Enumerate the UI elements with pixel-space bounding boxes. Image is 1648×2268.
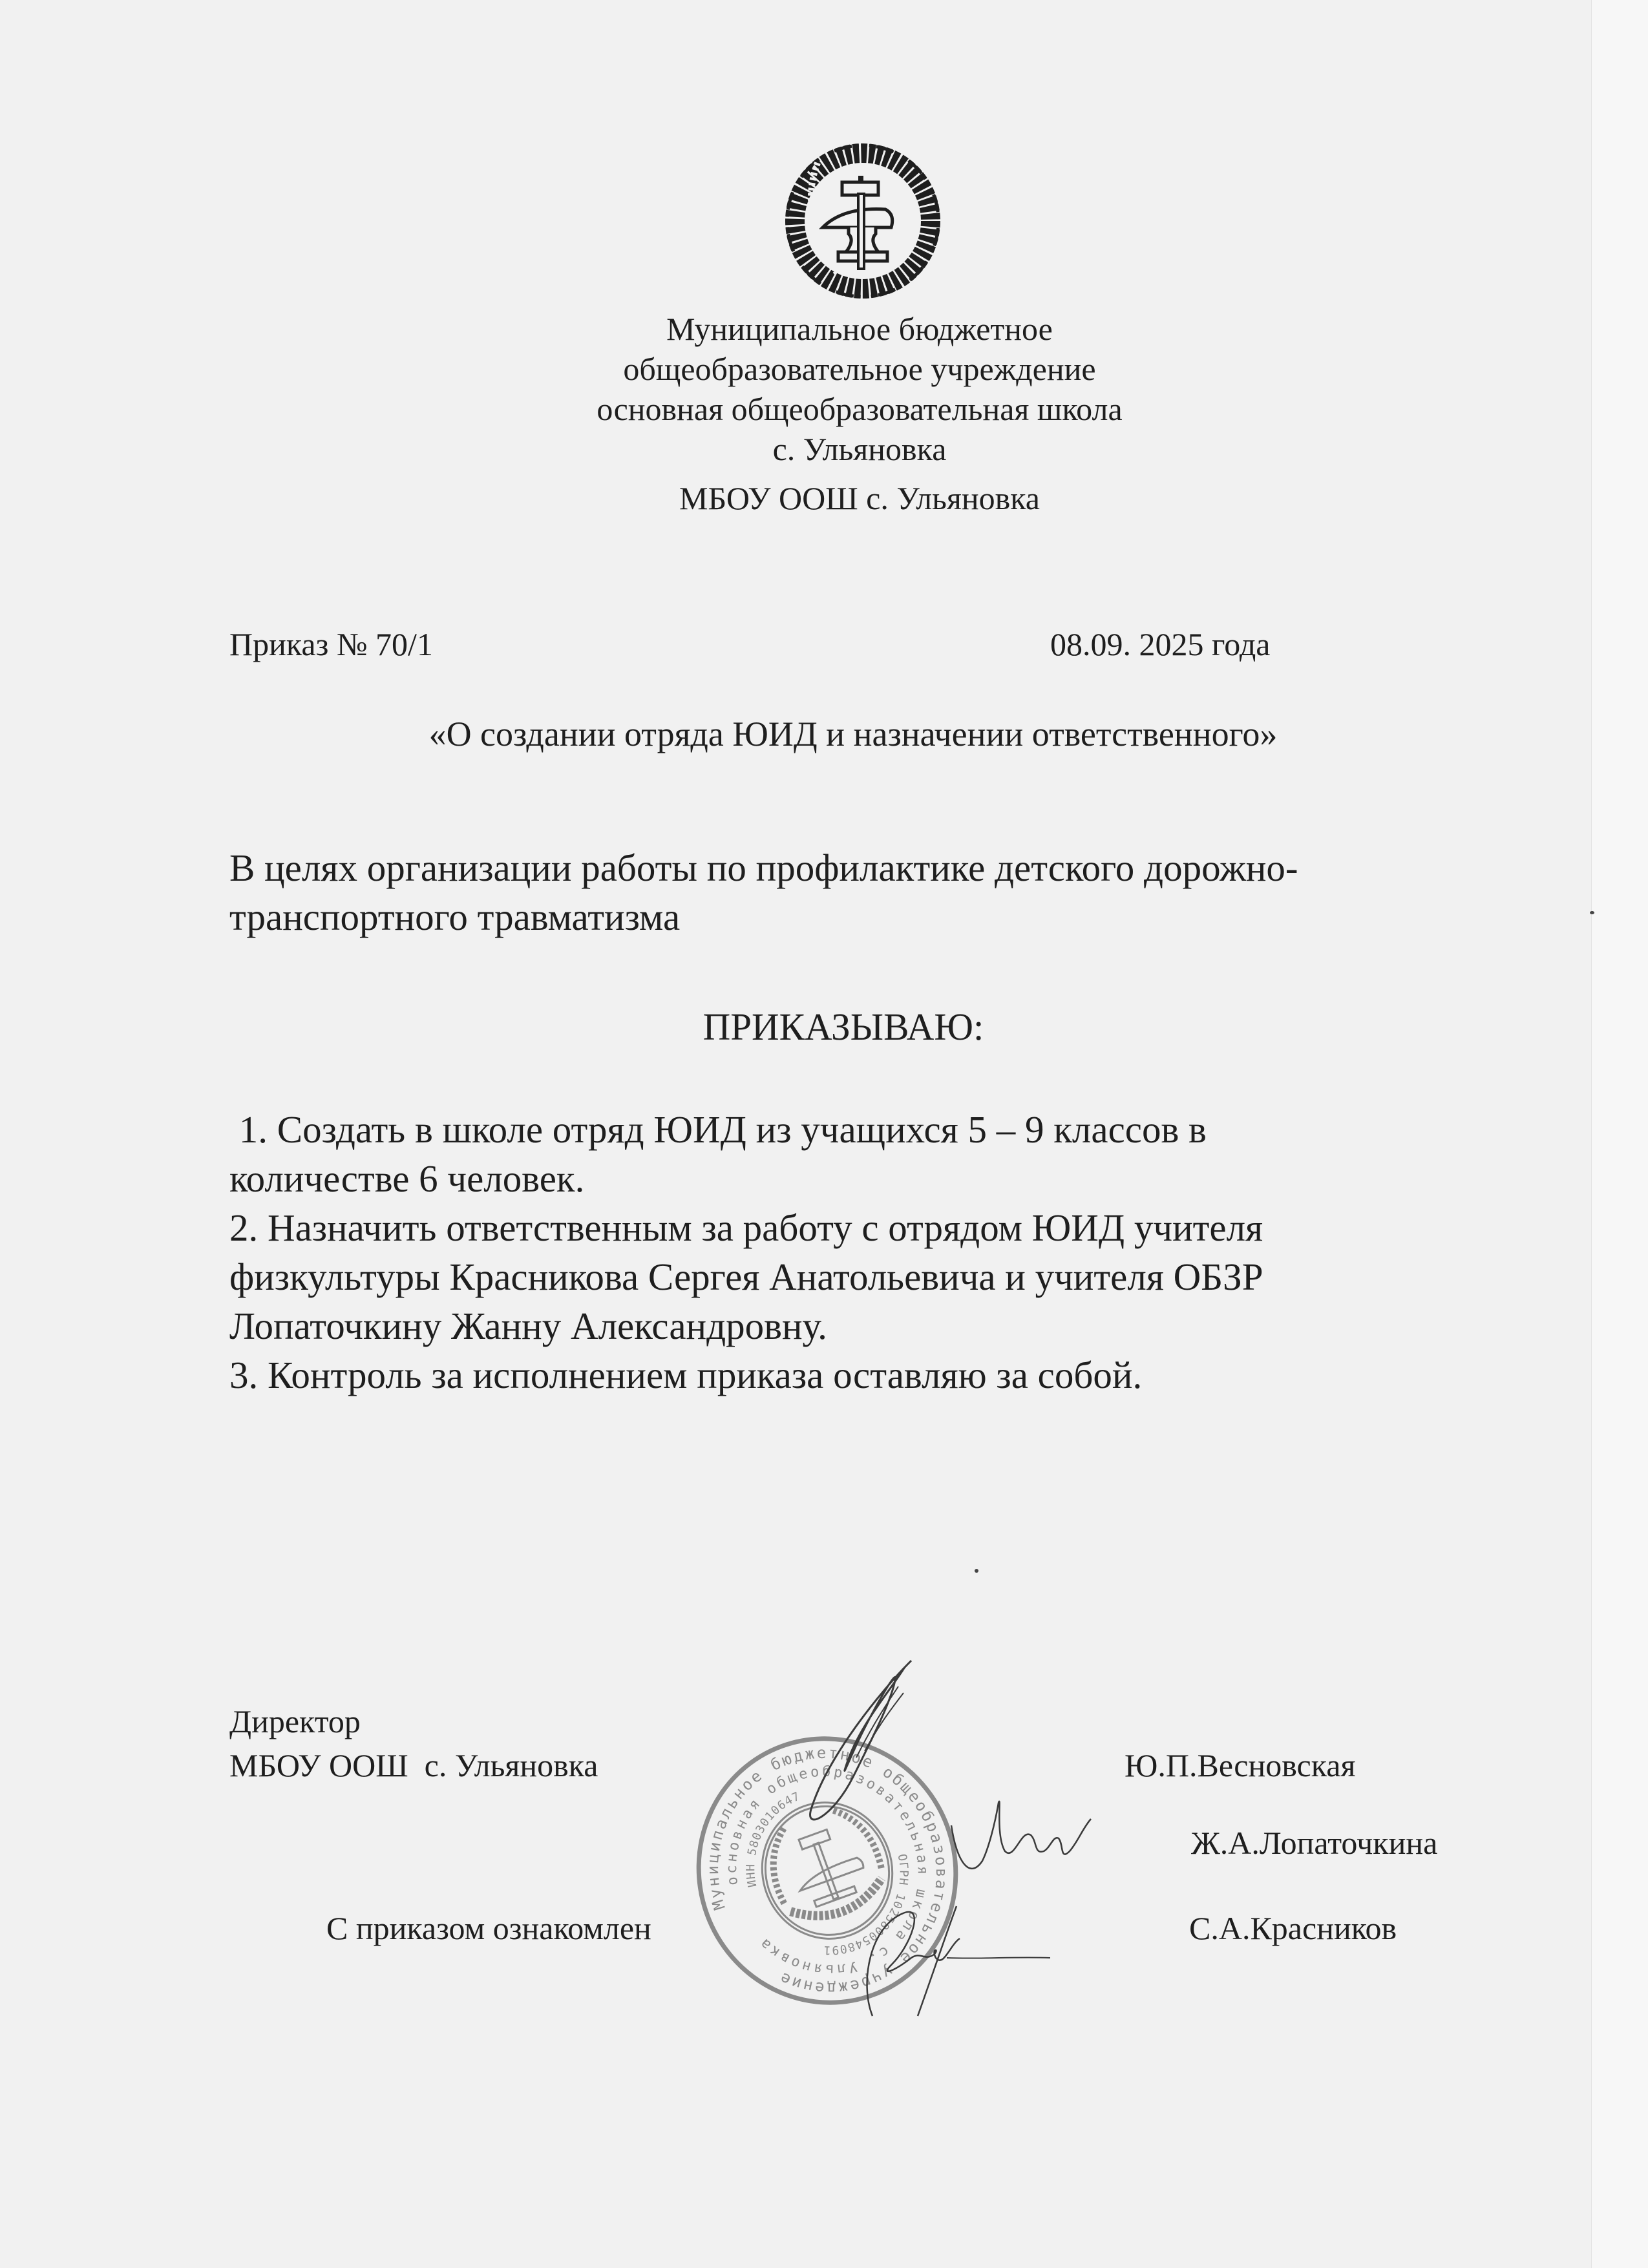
order-item-line: физкультуры Красникова Сергея Анатольевича и учителя ОБЗР bbox=[229, 1255, 1263, 1298]
scan-page-edge bbox=[1591, 0, 1648, 2268]
acknowledged-person-2-name: С.А.Красников bbox=[1189, 1910, 1397, 1946]
stamp-inn: ИНН 5803010647 bbox=[744, 1789, 803, 1889]
anvil-hammer-wreath-emblem-icon bbox=[779, 137, 947, 305]
scan-speck bbox=[1590, 911, 1594, 914]
scan-speck bbox=[975, 1569, 978, 1573]
institution-name-line: общеобразовательное учреждение bbox=[623, 351, 1096, 387]
preamble-line: В целях организации работы по профилактике детского дорожно- bbox=[229, 846, 1298, 889]
order-item-line: количестве 6 человек. bbox=[229, 1157, 585, 1200]
order-number: Приказ № 70/1 bbox=[229, 626, 433, 662]
director-name: Ю.П.Весновская bbox=[1125, 1747, 1356, 1783]
acknowledged-label: С приказом ознакомлен bbox=[326, 1910, 651, 1946]
institution-name-line: основная общеобразовательная школа bbox=[597, 391, 1123, 427]
order-item-line: 1. Создать в школе отряд ЮИД из учащихся 5 – 9 классов в bbox=[229, 1108, 1207, 1151]
institution-short-name: МБОУ ООШ с. Ульяновка bbox=[679, 480, 1040, 516]
order-items bbox=[229, 1105, 1490, 1400]
stamp-inner-text: основная общеобразовательная школа с. Ульяновка bbox=[724, 1763, 931, 1978]
preamble-line: транспортного травматизма bbox=[229, 896, 681, 938]
director-title: Директор bbox=[229, 1703, 361, 1739]
institution-header bbox=[504, 309, 1215, 518]
institution-name-line: Муниципальное бюджетное bbox=[666, 311, 1053, 347]
institution-village: с. Ульяновка bbox=[772, 431, 947, 467]
order-date: 08.09. 2025 года bbox=[1050, 626, 1271, 662]
director-organization: МБОУ ООШ с. Ульяновка bbox=[229, 1747, 598, 1783]
stamp-ogrn: ОГРН 1025800548091 bbox=[823, 1853, 911, 1957]
decree-heading: ПРИКАЗЫВАЮ: bbox=[703, 1005, 984, 1048]
order-item-line: 2. Назначить ответственным за работу с отрядом ЮИД учителя bbox=[229, 1206, 1263, 1249]
order-preamble bbox=[229, 843, 1490, 941]
order-title: «О создании отряда ЮИД и назначении ответственного» bbox=[428, 715, 1278, 753]
official-round-seal bbox=[672, 1719, 982, 2022]
order-item-line: 3. Контроль за исполнением приказа оставляю за собой. bbox=[229, 1354, 1143, 1396]
acknowledged-person-1-name: Ж.А.Лопаточкина bbox=[1191, 1825, 1438, 1861]
order-item-line: Лопаточкину Жанну Александровну. bbox=[229, 1305, 827, 1347]
stamp-outer-text: Муниципальное бюджетное общеобразовательное учреждение bbox=[704, 1743, 951, 1998]
